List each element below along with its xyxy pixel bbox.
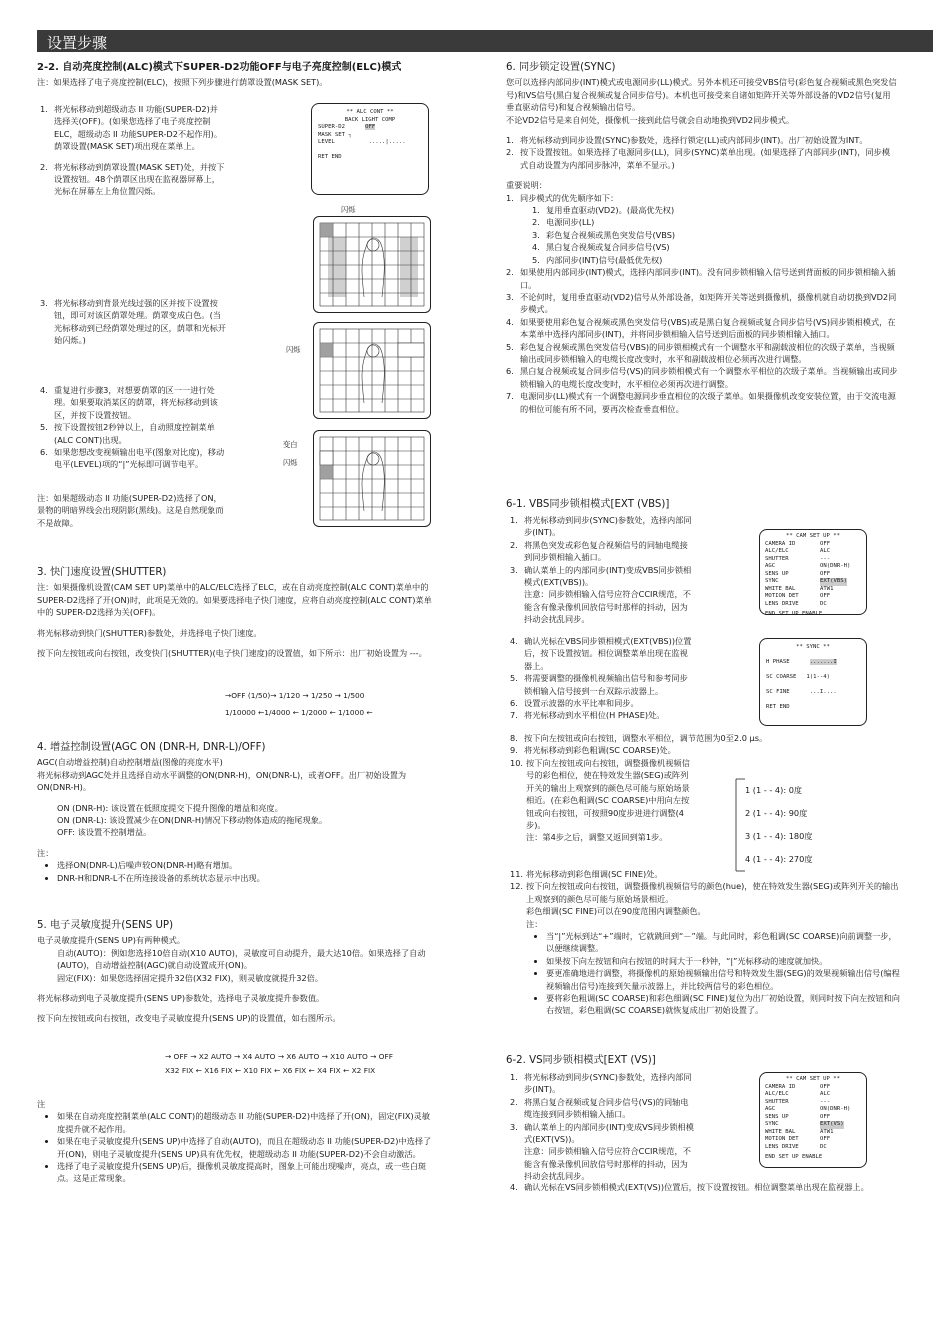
mask-grid-illustration-2 (314, 323, 430, 418)
steps-6-2-a: 1. 将光标移动到同步(SYNC)参数处，选择内部同步(INT)。 2. 将黑白复合视频或复合同步信号(VS)的同轴电缆连接到同步锁相输入插口。 3. 确认菜单上的内部同步(INT)变成VS同步锁相模式(EXT(VS))。 注意：同步锁相输入信号应符合CCIR规范，不能含有像录像机回放信号时那样的抖动，因为抖动会扰乱同步。 (510, 1072, 694, 1182)
note-3: 注：如果摄像机设置(CAM SET UP)菜单中的ALC/ELC选择了ELC，或在自动亮度控制(ALC CONT)菜单中的SUPER-D2选择了开(ON)时，此项是无效的。如果要选择电子快门速度，应将自动亮度控制(ALC CONT)菜单中的 SUPER-D2选择为关(OFF)。 (37, 582, 432, 618)
heading-5: 5. 电子灵敏度提升(SENS UP) (37, 920, 174, 931)
banner-title: 设置步骤 (47, 34, 108, 52)
steps-6-1-a: 1. 将光标移动到同步(SYNC)参数处，选择内部同步(INT)。 2. 将黑色突发或彩色复合视频信号的同轴电缆接到同步锁相输入插口。 3. 确认菜单上的内部同步(INT)变成VBS同步锁相模式(EXT(VBS))。 注意：同步锁相输入信号应符合CCIR规范，不能含有像录像机回放信号时那样的抖动，因为抖动会扰乱同步。 (510, 515, 692, 625)
label-flash-3: 闪烁 (283, 458, 298, 467)
label-flash-1: 闪烁 (341, 205, 356, 214)
heading-3: 3. 快门速度设置(SHUTTER) (37, 567, 167, 578)
cam-setup-screen-vbs: ** CAM SET UP ** CAMERA ID OFF ALC/ELC ALC SHUTTER --- AGC ON(DNR-H) SENS UP OFF SYNC EXT(VBS) WHITE BAL ATW1 MOTION DET OFF LENS DRIVE DC END SET UP ENABLE (759, 529, 867, 615)
steps-6-1-e: 11. 将光标移动到彩色细调(SC FINE)处。 12. 按下向左按钮或向右按钮，调整摄像机视频信号的颜色(hue)，使在特效发生器(SEG)或阵列开关的输出上观察到的颜色尽可能与原始场景相近。 彩色细调(SC FINE)可以在90度范围内调整颜色。 注： • 当“|”光标到达“+”端时，它就跳回到“－”端。与此同时，彩色粗调(SC COARSE)向前调整一步，以便继续调整。 • 如果按下向左按钮和向右按钮的时间大于一秒钟，“|”光标移动的速度就加快。 • 要更准确地进行调整，将摄像机的原始视频输出信号和特效发生器(SEG)的效果视频输出信号(编程视频输出信号)连接到矢量示波器上，并比较两信号的彩色相位。 • 要将彩色粗调(SC COARSE)和彩色细调(SC FINE)复位为出厂初始设置，则同时按下向左按钮和向右按钮，彩色粗调(SC COARSE)就恢复成出厂初始设置了。 (510, 868, 900, 1017)
mask-grid-monitor-2 (313, 322, 431, 419)
mask-grid-illustration-3 (314, 431, 430, 526)
section-banner (37, 30, 933, 52)
sc-coarse-phase-diagram (731, 775, 821, 875)
section-6-2-head (506, 1055, 898, 1069)
step-6: 6. 如果您想改变视频输出电平(图象对比度)，移动电平(LEVEL)项的“|”光标即可调节电平。 (40, 447, 225, 470)
steps-6-2-b: 4. 确认光标在VS同步锁相模式(EXT(VS))位置后，按下设置按钮。相位调整菜单出现在监视器上。 (510, 1182, 869, 1192)
steps-2-2-c (40, 384, 226, 471)
step-2: 2. 将光标移动到荫罩设置(MASK SET)处，并按下设置按钮。48个荫罩区出现在监视器屏幕上，光标在屏幕左上角位置闪烁。 (40, 161, 225, 197)
heading-6: 6. 同步锁定设置(SYNC) (506, 62, 616, 73)
mask-grid-illustration-1 (314, 217, 430, 312)
tail-note-2-2: 注：如果超级动态 II 功能(SUPER-D2)选择了ON，景物的明暗界线会出现阴影(黑线)。这是自然现象而不是故障。 (37, 493, 224, 528)
shutter-row-1: →OFF (1/50)→ 1/120 → 1/250 → 1/500 (225, 691, 365, 700)
phase-2: 2 (1 - - 4): 90度 (745, 808, 808, 818)
section-4: 4. 增益控制设置(AGC ON (DNR-H, DNR-L)/OFF) AGC(自动增益控制)自动控制增益(图像的亮度水平) 将光标移动到AGC处并且选择自动水平调整的ON(DNR-H)，ON(DNR-L)，或者OFF。出厂初始设置为ON(DNR-H)。 ON (DNR-H): 该设置在低照度提交下提升图像的增益和亮度。 ON (DNR-L): 该设置减少在ON(DNR-H)情况下移动物体造成的拖尾现象。 OFF: 该设置不控制增益。 注： • 选择ON(DNR-L)后噪声较ON(DNR-H)略有增加。 • DNR-H和DNR-L不在所连接设备的系统状态显示中出现。 (37, 742, 437, 884)
section-6: 6. 同步锁定设置(SYNC) 您可以选择内部同步(INT)模式或电源同步(LL)模式。另外本机还可接受VBS信号(彩色复合视频或黑色突发信号)和VS信号(黑白复合视频或复合同步信号)。本机也可接受来自诸如矩阵开关等外部设备的VD2信号(复用垂直驱动信号)和复合视频输出信号。 不论VD2信号是来自何处，摄像机一接到此信号就会自动地换到VD2同步模式。 1. 将光标移动到同步设置(SYNC)参数处，选择行锁定(LL)或内部同步(INT)。出厂初始设置为INT。 2. 按下设置按钮。如果选择了电源同步(LL)，同步(SYNC)菜单出现。(如果选择了内部同步(INT)，同步模式自动设置为内部同步脉冲，菜单不显示。) 重要说明： 1. 同步模式的优先顺序如下： 1. 复用垂直驱动(VD2)。(最高优先权) 2. 电源同步(LL) 3. 彩色复合视频或黑色突发信号(VBS) 4. 黑白复合视频或复合同步信号(VS) 5. 内部同步(INT)信号(最低优先权) 2. 如果使用内部同步(INT)模式，选择内部同步(INT)。没有同步锁相输入信号送到背面板的同步锁相输入插口。 3. 不论何时，复用垂直驱动(VD2)信号从外部设备，如矩阵开关等送到摄像机，摄像机就自动切换到VD2同步模式。 4. 如果要使用彩色复合视频或黑色突发信号(VBS)或是黑白复合视频或复合同步信号(VS)同步锁相模式，在本菜单中选择内部同步(INT)，并将同步锁相输入信号送到后面板的同步锁相输入插口。 5. 彩色复合视频或黑色突发信号(VBS)的同步锁相模式有一个调整水平和副载波相位的次级子菜单，当视频输出或同步锁相输入的电缆长度改变时，水平和副载波相位必须再次进行调整。 6. 黑白复合视频或复合同步信号(VS)的同步锁相模式有一个调整水平相位的次级子菜单。当视频输出或同步锁相输入的电缆长度改变时，水平相位必须再次进行调整。 7. 电源同步(LL)模式有一个调整电源同步垂直相位的次级子菜单。如果摄像机改变安装位置，由于交流电源的相位可能有所不同，要再次检查垂直相位。 (506, 62, 898, 414)
step-5: 5. 按下设置按钮2秒钟以上，自动照度控制菜单(ALC CONT)出现。 (40, 422, 215, 445)
note-2-2: 注：如果选择了电子亮度控制(ELC)，按照下列步骤进行荫罩设置(MASK SET)。 (37, 77, 328, 88)
steps-6-1-c: 8. 按下向左按钮或向右按钮，调整水平相位，调节范围为0至2.0 μs。 9. 将光标移动到彩色粗调(SC COARSE)处。 (510, 733, 768, 756)
steps-6-1-b: 4. 确认光标在VBS同步锁相模式(EXT(VBS))位置后，按下设置按钮。相位调整菜单出现在监视器上。 5. 将需要调整的摄像机视频输出信号和参考同步锁相输入信号接到一台双踪示波器上。 6. 设置示波器的水平比率和同步。 7. 将光标移动到水平相位(H PHASE)处。 (510, 636, 692, 721)
alc-cont-screen: ** ALC CONT ** BACK LIGHT COMP SUPER-D2 OFF MASK SET ┐ LEVEL .....|..... RET END (311, 103, 429, 195)
heading-2-2: 2-2. 自动亮度控制(ALC)模式下SUPER-D2功能OFF与电子亮度控制(ELC)模式 (37, 62, 402, 73)
steps-2-2-a (40, 103, 226, 198)
step-3: 3. 将光标移动到背景光线过强的区并按下设置按钮，即可对该区荫罩处理。荫罩变成白色。(当光标移动到已经荫罩处理过的区，荫罩和光标开始闪烁。) (40, 298, 226, 346)
sensup-row-2: X32 FIX ← X16 FIX ← X10 FIX ← X6 FIX ← X4 FIX ← X2 FIX (165, 1066, 376, 1075)
step-4: 4. 重复进行步骤3，对想要荫罩的区一一进行处理。如果要取消某区的荫罩，将光标移动到该区，并按下设置按钮。 (40, 385, 218, 420)
notes-5: 注 • 如果在自动亮度控制菜单(ALC CONT)的超级动态 II 功能(SUPER-D2)中选择了开(ON)，固定(FIX)灵敏度提升就不起作用。 • 如果在电子灵敏度提升(SENS UP)中选择了自动(AUTO)，而且在超级动态 II 功能(SUPER-D2)中选择了开(ON)，则电子灵敏度提升(SENS UP)具有优先权，使超级动态 II 功能(SUPER-D2)不会自动激活。 • 选择了电子灵敏度提升(SENS UP)后，摄像机灵敏度提高时，图象上可能出现噪声，亮点，或一些白斑点。这是正常现象。 (37, 1098, 437, 1185)
section-3: 3. 快门速度设置(SHUTTER) 注：如果摄像机设置(CAM SET UP)菜单中的ALC/ELC选择了ELC，或在自动亮度控制(ALC CONT)菜单中的SUPER-D2选择了开(ON)时，此项是无效的。如果要选择电子快门速度，应将自动亮度控制(ALC CONT)菜单中的 SUPER-D2选择为关(OFF)。 将光标移动到快门(SHUTTER)参数处，并选择电子快门速度。 按下向左按钮或向右按钮，改变快门(SHUTTER)(电子快门速度)的设置值，如下所示：出厂初始设置为 ---。 (37, 567, 437, 659)
phase-1: 1 (1 - - 4): 0度 (745, 785, 803, 795)
step-1: 1. 将光标移动到超级动态 II 功能(SUPER-D2)并选择关(OFF)。(如果您选择了电子亮度控制ELC，超级动态 II 功能SUPER-D2不起作用)。荫罩设置(MASK SET)项出现在菜单上。 (40, 104, 223, 152)
mask-grid-monitor-3 (313, 430, 431, 527)
heading-6-1: 6-1. VBS同步锁相模式[EXT (VBS)] (506, 499, 670, 510)
section-6-1-head (506, 499, 898, 513)
cam-setup-screen-vs: ** CAM SET UP ** CAMERA ID OFF ALC/ELC ALC SHUTTER --- AGC ON(DNR-H) SENS UP OFF SYNC EXT(VS) WHITE BAL ATW1 MOTION DET OFF LENS DRIVE DC END SET UP ENABLE (759, 1072, 867, 1168)
heading-4: 4. 增益控制设置(AGC ON (DNR-H, DNR-L)/OFF) (37, 742, 266, 753)
mask-grid-monitor-1 (313, 216, 431, 313)
heading-6-2: 6-2. VS同步锁相模式[EXT (VS)] (506, 1055, 656, 1066)
steps-2-2-b (40, 297, 226, 347)
phase-4: 4 (1 - - 4): 270度 (745, 854, 813, 864)
sync-screen: ** SYNC ** H PHASE .......I SC COARSE 1(1--4) SC FINE ...I.... RET END (759, 638, 867, 726)
shutter-row-2: 1/10000 ←1/4000 ← 1/2000 ← 1/1000 ← (225, 708, 373, 717)
section-2-2 (37, 62, 437, 89)
steps-6-1-d: 10. 按下向左按钮或向右按钮，调整摄像机视频信号的彩色相位，使在特效发生器(SEG)或阵列开关的输出上观察到的颜色尽可能与原始场景相近。(在彩色粗调(SC COARSE)中用向左按钮或向右按钮，可按照90度步进进行调整(4步)。 注：第4步之后，调整又返回到第1步。 (510, 758, 690, 843)
phase-3: 3 (1 - - 4): 180度 (745, 831, 813, 841)
section-5: 5. 电子灵敏度提升(SENS UP) 电子灵敏度提升(SENS UP)有两种模式。 自动(AUTO)：例如您选择10倍自动(X10 AUTO)，灵敏度可自动提升，最大达10倍。如果选择了自动(AUTO)，自动增益控制(AGC)就自动设置成开(ON)。 固定(FIX)：如果您选择固定提升32倍(X32 FIX)，则灵敏度就提升32倍。 将光标移动到电子灵敏度提升(SENS UP)参数处，选择电子灵敏度提升参数值。 按下向左按钮或向右按钮，改变电子灵敏度提升(SENS UP)的设置值，如右图所示。 (37, 920, 437, 1025)
label-white: 变白 (283, 440, 298, 449)
sensup-row-1: → OFF → X2 AUTO → X4 AUTO → X6 AUTO → X10 AUTO → OFF (165, 1052, 393, 1061)
label-flash-2: 闪烁 (286, 345, 301, 354)
